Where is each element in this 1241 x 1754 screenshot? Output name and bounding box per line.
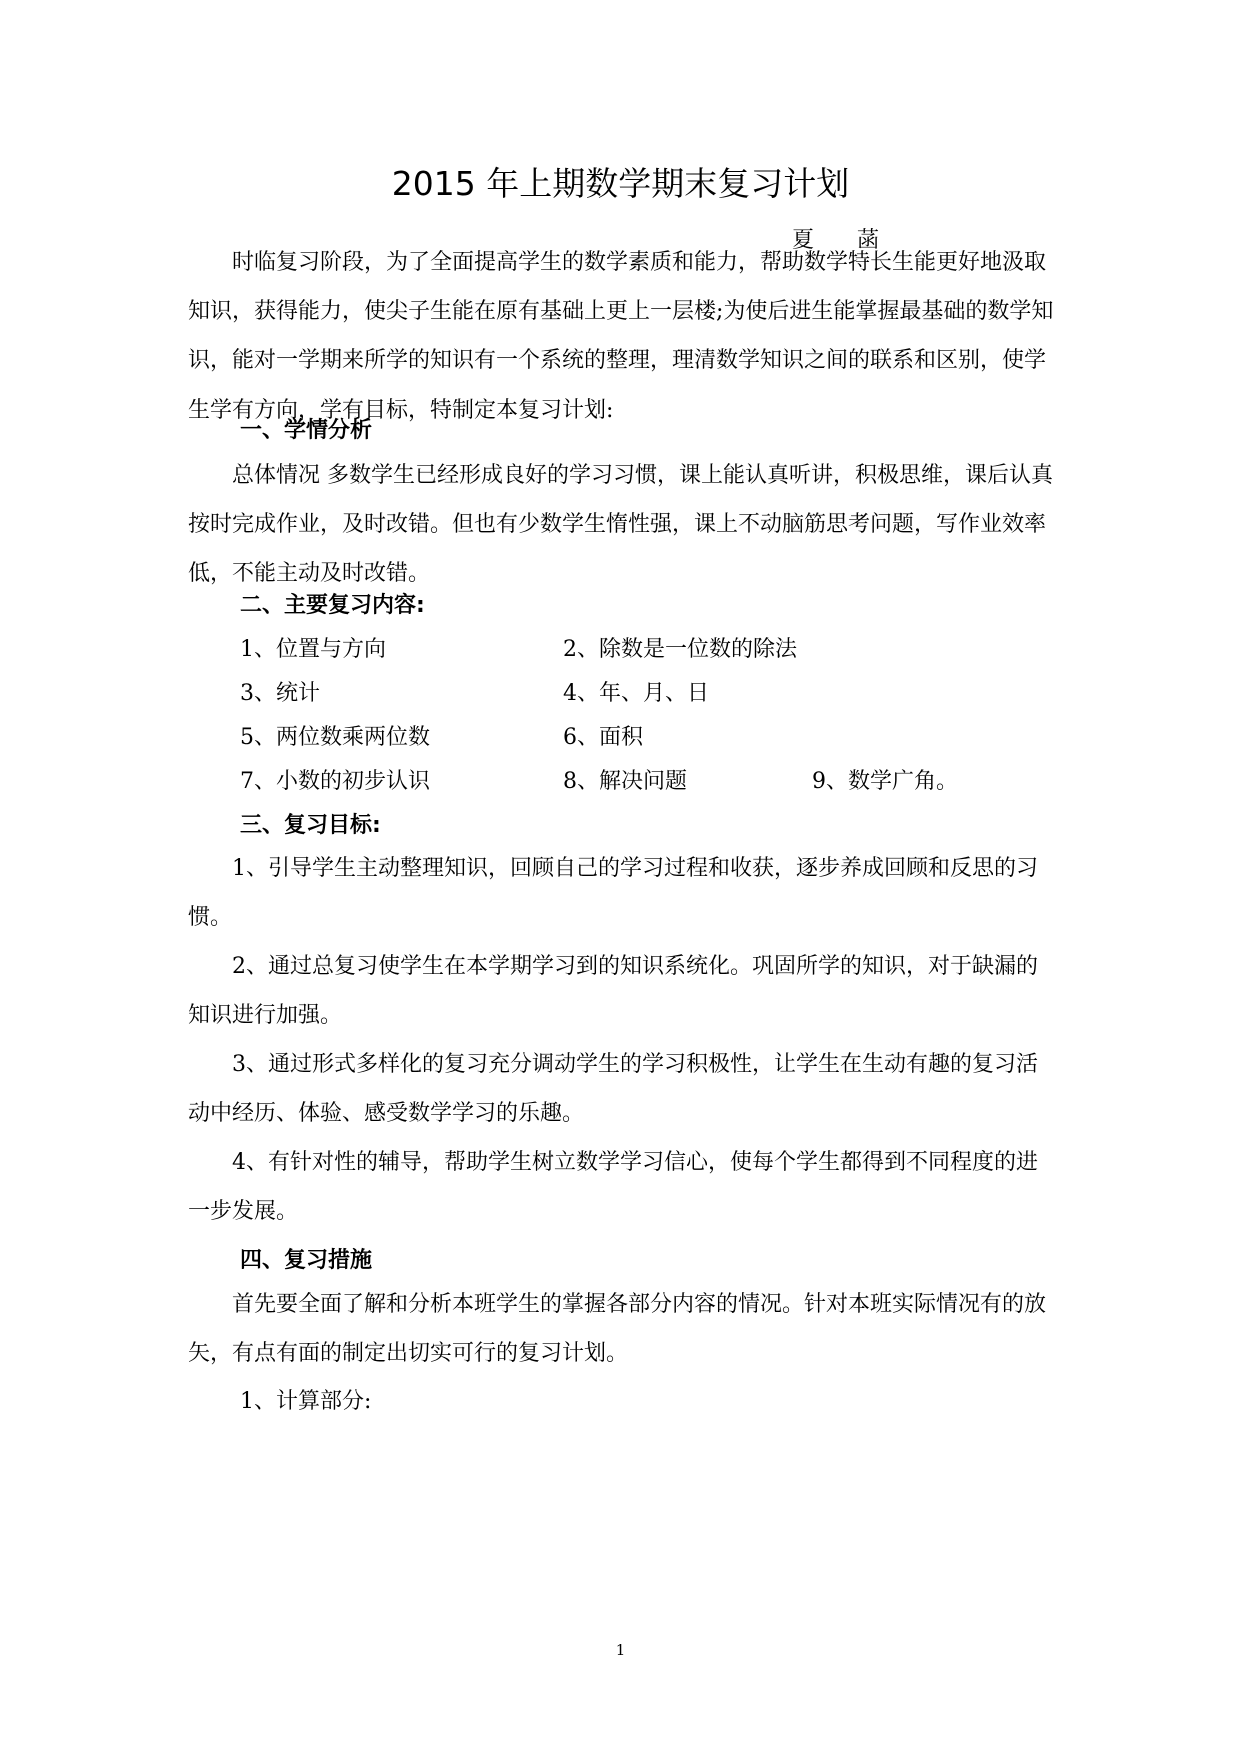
content-item: 5、两位数乘两位数: [240, 725, 430, 750]
goal-paragraph: 3、通过形式多样化的复习充分调动学生的学习积极性，让学生在生动有趣的复习活动中经历、体验、感受数学学习的乐趣。: [188, 1052, 1038, 1127]
measures-subheading: 1、计算部分:: [240, 1389, 372, 1414]
content-item: 6、面积: [563, 725, 643, 750]
measures-paragraph: 首先要全面了解和分析本班学生的掌握各部分内容的情况。针对本班实际情况有的放矢，有点有面的制定出切实可行的复习计划。: [188, 1292, 1047, 1367]
content-item: 9、数学广角。: [812, 769, 958, 794]
intro-paragraph: 时临复习阶段，为了全面提高学生的数学素质和能力，帮助数学特长生能更好地汲取知识，获得能力，使尖子生能在原有基础上更上一层楼;为使后进生能掌握最基础的数学知识，能对一学期来所学的知识有一个系统的整理，理清数学知识之间的联系和区别，使学生学有方向，学有目标，特制定本复习计划:: [188, 250, 1054, 423]
document-title: 2015 年上期数学期末复习计划: [391, 164, 850, 203]
goal-paragraph: 2、通过总复习使学生在本学期学习到的知识系统化。巩固所学的知识，对于缺漏的知识进行加强。: [188, 954, 1038, 1029]
section-heading-goals: 三、复习目标:: [240, 813, 381, 838]
page-number: 1: [615, 1641, 626, 1659]
content-item: 4、年、月、日: [563, 681, 709, 706]
section-heading-content: 二、主要复习内容:: [240, 593, 425, 618]
content-item: 8、解决问题: [563, 769, 687, 794]
section-heading-analysis: 一、学情分析: [240, 418, 373, 443]
content-item: 2、除数是一位数的除法: [563, 637, 797, 662]
goal-paragraph: 4、有针对性的辅导，帮助学生树立数学学习信心，使每个学生都得到不同程度的进一步发展。: [188, 1150, 1038, 1225]
content-item: 1、位置与方向: [240, 637, 386, 662]
content-item: 3、统计: [240, 681, 320, 706]
author-name: 夏 菡: [792, 228, 897, 253]
analysis-paragraph: 总体情况 多数学生已经形成良好的学习习惯，课上能认真听讲，积极思维，课后认真按时完成作业，及时改错。但也有少数学生惰性强，课上不动脑筋思考问题，写作业效率低，不能主动及时改错。: [188, 463, 1053, 587]
goal-paragraph: 1、引导学生主动整理知识，回顾自己的学习过程和收获，逐步养成回顾和反思的习惯。: [188, 856, 1038, 931]
section-heading-measures: 四、复习措施: [240, 1248, 373, 1273]
content-item: 7、小数的初步认识: [240, 769, 430, 794]
